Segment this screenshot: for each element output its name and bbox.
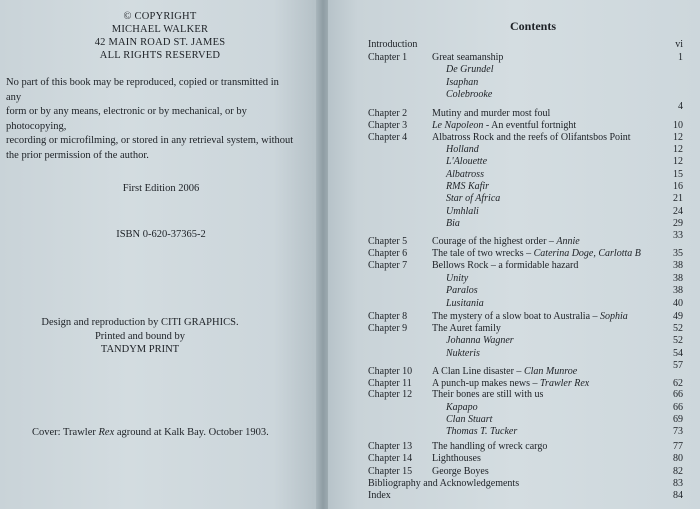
toc-row (0, 108, 700, 120)
toc-page-number: 77 (673, 441, 683, 452)
toc-ship-name: Johanna Wagner (446, 335, 514, 346)
toc-chapter-title (432, 311, 628, 323)
toc-row (0, 323, 700, 335)
toc-row (0, 285, 700, 297)
toc-chapter-title: Lighthouses (432, 453, 481, 464)
toc-ship-name: Bia (446, 218, 460, 229)
toc-page-number: 16 (673, 181, 683, 192)
toc-chapter-label: Chapter 8 (368, 311, 408, 322)
toc-row (0, 39, 700, 51)
toc-page-number: 83 (673, 478, 683, 489)
toc-chapter-title (432, 120, 576, 132)
toc-page-number: 21 (673, 193, 683, 204)
toc-row (0, 402, 700, 414)
toc-chapter-label: Chapter 11 (368, 378, 412, 389)
toc-ship-name: Albatross (446, 169, 484, 180)
toc-chapter-label: Chapter 10 (368, 366, 413, 377)
toc-row (0, 132, 700, 144)
toc-ship-name: Umhlali (446, 206, 479, 217)
toc-page-number: 12 (673, 132, 683, 143)
toc-page-number: 57 (673, 360, 683, 371)
toc-title-text: The tale of two wrecks – (432, 248, 534, 259)
toc-chapter-title (432, 236, 580, 248)
toc-ship-name: Isaphan (446, 77, 479, 88)
toc-row (0, 389, 700, 401)
edition-text: First Edition 2006 (122, 183, 200, 194)
toc-page-number: 10 (673, 120, 683, 131)
toc-page-number: 33 (673, 230, 683, 241)
toc-row (0, 206, 700, 218)
toc-ship-name (446, 181, 489, 193)
toc-title-italic: Clan Munroe (523, 366, 578, 377)
toc-chapter-label: Chapter 14 (368, 453, 413, 464)
toc-page-number: 15 (673, 169, 683, 180)
toc-row (0, 453, 700, 465)
toc-chapter-label: Chapter 3 (368, 120, 408, 131)
toc-page-number: 38 (673, 260, 683, 271)
toc-page-number: 38 (673, 273, 683, 284)
toc-row (0, 77, 700, 89)
toc-page-number: 35 (673, 248, 683, 259)
toc-ship-name: Colebrooke (446, 89, 493, 100)
toc-row (0, 64, 700, 76)
toc-row (0, 120, 700, 132)
toc-page-number: 12 (673, 144, 683, 155)
toc-row (0, 478, 700, 490)
toc-chapter-title (432, 366, 577, 378)
toc-row (0, 156, 700, 168)
toc-page-number: 12 (673, 156, 683, 167)
toc-ship-name: Holland (446, 144, 479, 155)
toc-chapter-title: Their bones are still with us (432, 389, 544, 400)
toc-title-italic: Kafir (467, 181, 490, 192)
toc-row (0, 426, 700, 438)
toc-page-number: 52 (673, 335, 683, 346)
toc-page-number: 1 (678, 52, 683, 63)
toc-title-italic: Le Napoleon (432, 120, 484, 131)
toc-chapter-label: Chapter 5 (368, 236, 408, 247)
toc-chapter-label: Chapter 1 (368, 52, 408, 63)
toc-title-text: - An eventful fortnight (483, 120, 577, 131)
toc-page-number: 4 (678, 101, 683, 112)
toc-title-text: RMS (446, 181, 468, 192)
copyright-line: © COPYRIGHT (123, 11, 197, 22)
toc-page-number: 38 (673, 285, 683, 296)
toc-row (0, 490, 700, 502)
toc-title-italic: Annie (556, 236, 580, 247)
rights-line: form or by any means, electronic or by mechanical, or by photocopying, (6, 106, 247, 132)
toc-page-number: 52 (673, 323, 683, 334)
toc-chapter-label: Chapter 9 (368, 323, 408, 334)
toc-ship-name: L'Alouette (446, 156, 488, 167)
toc-row (0, 273, 700, 285)
toc-page-number: 40 (673, 298, 683, 309)
toc-page-number: 82 (673, 466, 683, 477)
contents-title: Contents (510, 19, 557, 33)
toc-chapter-label: Chapter 13 (368, 441, 413, 452)
toc-ship-name: Star of Africa (446, 193, 501, 204)
rights-line: recording or microfilming, or stored in any retrieval system, without (6, 135, 294, 146)
toc-chapter-title: George Boyes (432, 466, 489, 477)
toc-chapter-title: Mutiny and murder most foul (432, 108, 551, 119)
toc-row (0, 193, 700, 205)
toc-page-number: 73 (673, 426, 683, 437)
isbn-text: ISBN 0-620-37365-2 (116, 229, 206, 240)
toc-row (0, 169, 700, 181)
toc-row (0, 441, 700, 453)
toc-chapter-title: Great seamanship (432, 52, 504, 63)
toc-page-number: 49 (673, 311, 683, 322)
toc-row (0, 144, 700, 156)
toc-row (0, 366, 700, 378)
toc-row (0, 248, 700, 260)
toc-page-number: 54 (673, 348, 683, 359)
toc-title-text: A punch-up makes news – (432, 378, 541, 389)
toc-row (0, 260, 700, 272)
design-line: Design and reproduction by CITI GRAPHICS. (41, 317, 239, 328)
toc-chapter-label: Chapter 4 (368, 132, 408, 143)
toc-page-number: 62 (673, 378, 683, 389)
toc-page-number: 66 (673, 402, 683, 413)
toc-ship-name: Thomas T. Tucker (446, 426, 518, 437)
toc-chapter-label: Chapter 6 (368, 248, 408, 259)
toc-row (0, 236, 700, 248)
toc-ship-name: Nukteris (446, 348, 480, 359)
toc-chapter-title: Albatross Rock and the reefs of Olifantsbos Point (432, 132, 631, 143)
toc-chapter-label: Chapter 2 (368, 108, 408, 119)
toc-ship-name: Clan Stuart (446, 414, 493, 425)
toc-row (0, 466, 700, 478)
author-line: MICHAEL WALKER (111, 24, 209, 35)
toc-row (0, 348, 700, 360)
toc-page-number: 29 (673, 218, 683, 229)
design-line: TANDYM PRINT (100, 344, 180, 355)
toc-page-number: 84 (673, 490, 683, 501)
toc-ship-name: De Grundel (446, 64, 494, 75)
toc-row (0, 298, 700, 310)
toc-row (0, 311, 700, 323)
toc-page-number: 66 (673, 389, 683, 400)
address-line: 42 MAIN ROAD ST. JAMES (94, 37, 226, 48)
toc-row (0, 218, 700, 230)
toc-title-text: The mystery of a slow boat to Australia – (432, 311, 601, 322)
toc-chapter-label: Introduction (368, 39, 418, 50)
toc-ship-name: Unity (446, 273, 469, 284)
toc-chapter-title: Bibliography and Acknowledgements (368, 478, 520, 489)
toc-chapter-label: Chapter 12 (368, 389, 413, 400)
rights-line: the prior permission of the author. (6, 149, 149, 161)
toc-page-number: 69 (673, 414, 683, 425)
toc-chapter-title: Bellows Rock – a formidable hazard (432, 260, 579, 271)
toc-page-number: 80 (673, 453, 683, 464)
toc-title-italic: Trawler Rex (540, 378, 590, 389)
toc-chapter-label: Chapter 15 (368, 466, 413, 477)
toc-chapter-title: The handling of wreck cargo (432, 441, 548, 452)
cover-note-italic: Rex (98, 427, 115, 438)
toc-title-italic: Caterina Doge, Carlotta B (533, 248, 641, 259)
rights-line: No part of this book may be reproduced, copied or transmitted in any (6, 77, 279, 103)
toc-chapter-label: Index (368, 490, 391, 501)
toc-title-text: A Clan Line disaster – (432, 366, 524, 377)
cover-note-suffix: aground at Kalk Bay. October 1903. (114, 427, 269, 438)
cover-note-prefix: Cover: Trawler (32, 427, 99, 438)
rights-reserved-line: ALL RIGHTS RESERVED (99, 50, 221, 61)
toc-title-italic: Sophia (600, 311, 628, 322)
toc-chapter-label: Chapter 7 (368, 260, 408, 271)
toc-ship-name: Lusitania (446, 298, 484, 309)
toc-row (0, 335, 700, 347)
toc-title-text: Courage of the highest order – (432, 236, 557, 247)
toc-ship-name: Kapapo (446, 402, 478, 413)
design-line: Printed and bound by (94, 330, 186, 342)
toc-page-number: vi (675, 39, 683, 50)
toc-chapter-title: The Auret family (432, 323, 501, 334)
toc-row (0, 52, 700, 64)
toc-row (0, 89, 700, 101)
toc-page-number: 24 (673, 206, 683, 217)
toc-row (0, 414, 700, 426)
toc-ship-name: Paralos (446, 285, 478, 296)
toc-chapter-title (432, 248, 641, 260)
toc-row (0, 181, 700, 193)
